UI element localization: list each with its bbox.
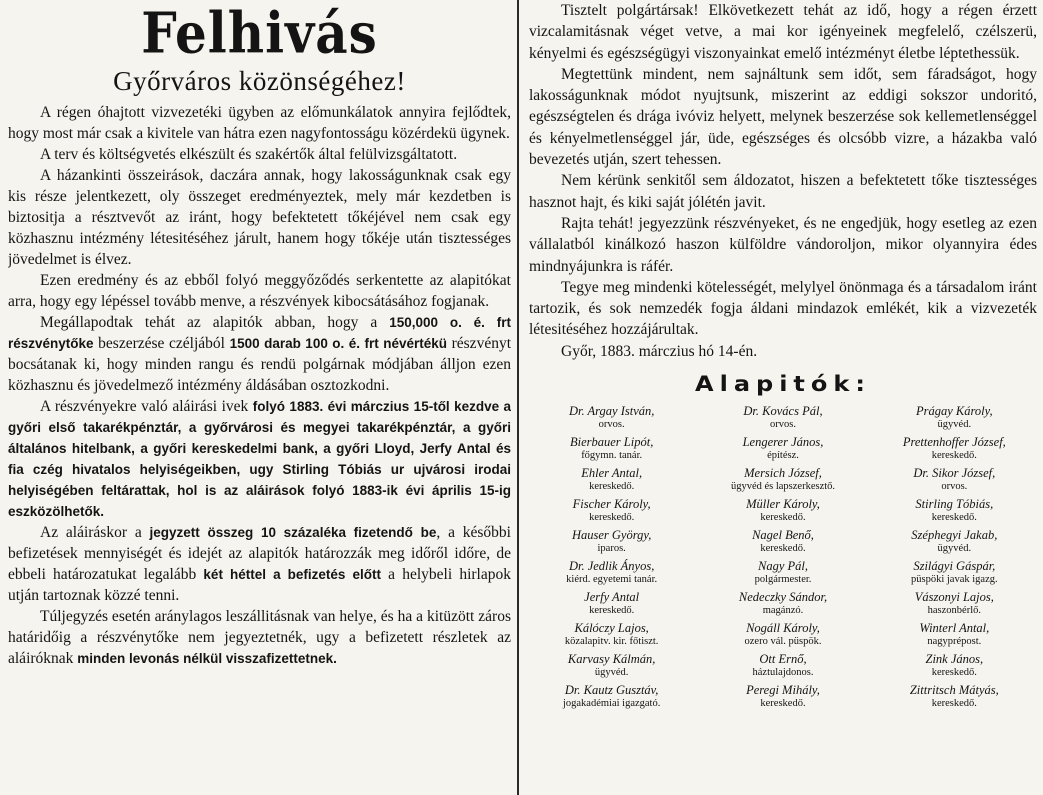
founder-entry <box>872 435 1037 462</box>
text-run: a helybeli hirlapok utján tartoznak közzé tenni. <box>8 566 511 604</box>
paragraph: A régen óhajtott vizvezetéki ügyben az előmunkálatok annyira fejlődtek, hogy most már csak a kivitele van hátra ezen nagyfontosságu közérdekü ügynek. <box>8 104 511 142</box>
founder-title: háztulajdonos. <box>752 667 814 679</box>
founder-name: Dr. Sikor József, <box>913 466 996 481</box>
founder-name: Nedeczky Sándor, <box>738 590 828 605</box>
founder-entry <box>700 621 865 648</box>
founder-title: kereskedő. <box>589 512 635 524</box>
founder-entry <box>872 404 1037 431</box>
founder-entry <box>872 497 1037 524</box>
founder-entry <box>700 652 865 679</box>
founder-name: Winterl Antal, <box>919 621 990 636</box>
text-run: A részvényekre való aláirási ivek <box>40 398 253 415</box>
founder-entry <box>700 466 865 493</box>
founder-title: ozero vál. püspök. <box>744 636 822 648</box>
right-column <box>529 0 1037 795</box>
founder-entry <box>700 435 865 462</box>
founder-name: Ott Ernő, <box>759 652 807 667</box>
founder-title: kereskedő. <box>760 543 806 555</box>
founder-entry <box>872 590 1037 617</box>
founder-entry <box>872 621 1037 648</box>
founder-title: építész. <box>767 450 799 462</box>
paragraph-oversubscription <box>8 606 511 669</box>
founder-title: főgymn. tanár. <box>581 450 643 462</box>
founder-name: Bierbauer Lipót, <box>569 435 654 450</box>
paragraph: Nem kérünk senkitől sem áldozatot, hiszen a befektetett tőke tisztességes hasznot hajt, és kiki saját jólétén javit. <box>529 172 1037 211</box>
founder-entry <box>872 466 1037 493</box>
founder-name: Dr. Argay István, <box>568 404 655 419</box>
text-run: Túljegyzés esetén aránylagos leszállitásnak van helye, és ha a kitüzött záros határidőig a részvénytőke nem jegyeztetnék, ugy a befizetett részletek az aláiróknak <box>8 608 511 667</box>
founder-entry <box>529 466 694 493</box>
text-run: beszerzése czéljából <box>93 335 230 352</box>
founder-name: Zittritsch Mátyás, <box>909 683 999 698</box>
signoff: Győr, 1883. márczius hó 14-én. <box>561 342 758 360</box>
founder-entry <box>872 528 1037 555</box>
founder-title: orvos. <box>770 419 796 431</box>
founder-title: püspöki javak igazg. <box>911 574 998 586</box>
paragraph: A házankinti összeirások, daczára annak, hogy lakosságunknak csak egy kis része jelentkezett, oly összeget eredményeztek, mely már kezdetben is biztositja a résztvevőt az iránt, hogy befektetett tőkéjével nem csak egy közhasznu intézmény létesitéséhez járult, hanem hogy tőkéje után tisztességes jövedelmet is élvez. <box>8 167 511 268</box>
founder-name: Hauser György, <box>571 528 652 543</box>
bold-run: 1500 darab 100 o. é. frt névértékü <box>229 336 448 351</box>
founder-entry <box>529 404 694 431</box>
founder-name: Peregi Mihály, <box>746 683 820 698</box>
founder-entry <box>700 590 865 617</box>
founder-name: Zink János, <box>925 652 984 667</box>
founder-entry <box>529 559 694 586</box>
headline: Felhivás <box>141 0 378 66</box>
founder-title: kereskedő. <box>931 512 977 524</box>
founder-name: Ehler Antal, <box>581 466 643 481</box>
founder-entry <box>529 435 694 462</box>
paragraph-subscription <box>8 396 511 522</box>
text-run: Az aláiráskor a <box>40 524 150 541</box>
founder-entry <box>872 683 1037 710</box>
founder-title: kereskedő. <box>760 512 806 524</box>
text-run: , a későbbi befizetések mennyiségét és idejét az alapitók határozzák meg időről időre, de ebbeli határozatukat legalább <box>8 524 511 583</box>
founder-title: orvos. <box>598 419 625 431</box>
founders-list <box>529 404 1037 714</box>
founder-title: kereskedő. <box>931 698 977 710</box>
founder-title: ügyvéd. <box>937 419 972 431</box>
founder-title: kereskedő. <box>760 698 806 710</box>
bold-run: 150,000 o. é. frt részvénytőke <box>8 315 511 351</box>
founder-name: Nogáll Károly, <box>746 621 820 636</box>
founder-name: Vászonyi Lajos, <box>914 590 994 605</box>
founder-title: iparos. <box>597 543 626 555</box>
founder-title: polgármester. <box>754 574 812 586</box>
founder-title: kiérd. egyetemi tanár. <box>566 574 658 586</box>
founder-name: Lengerer János, <box>742 435 824 450</box>
paragraph: Tisztelt polgártársak! Elkövetkezett tehát az idő, hogy a régen érzett vizcalamitásnak véget vetve, a mai kor igényeinek megfelelő, czélszerü, kényelmi és egészségügyi viszonyainkat emelő intézményt életbe léptethessük. <box>529 2 1037 62</box>
founder-entry <box>700 559 865 586</box>
founder-name: Kálóczy Lajos, <box>574 621 649 636</box>
founder-name: Jerfy Antal <box>584 590 640 605</box>
founder-entry <box>529 621 694 648</box>
paragraph: Tegye meg mindenki kötelességét, melylyel önönmaga és a társadalom iránt tartozik, és sok nemzedék fogja áldani mindazok emlékét, kik a vizvezeték létesitéséhez hozzájárultak. <box>529 278 1037 339</box>
founder-entry <box>872 559 1037 586</box>
founder-entry <box>700 404 865 431</box>
founder-title: közalapitv. kir. főtiszt. <box>564 636 659 648</box>
founder-name: Dr. Kautz Gusztáv, <box>564 683 659 698</box>
founder-title: kereskedő. <box>931 667 977 679</box>
founder-name: Prágay Károly, <box>916 404 993 419</box>
founders-column <box>529 404 694 714</box>
bold-run: jegyzett összeg 10 százaléka fizetendő be <box>149 525 437 540</box>
text-run: részvényt bocsátanak ki, hogy minden rangu és rendü polgárnak módjában álljon ezen közhasznu és jövedelmező intézmény áldásában osztozkodni. <box>8 335 511 394</box>
founder-title: kereskedő. <box>589 481 635 493</box>
founder-name: Nagel Benő, <box>752 528 814 543</box>
left-column <box>8 0 511 795</box>
founder-name: Szilágyi Gáspár, <box>913 559 996 574</box>
founder-name: Dr. Kovács Pál, <box>743 404 823 419</box>
founders-title: Alapitók: <box>695 371 871 397</box>
subheadline: Győrváros közönségéhez! <box>113 66 406 96</box>
paragraph-share-capital <box>8 312 511 396</box>
founder-title: ügyvéd. <box>594 667 629 679</box>
paragraph: Ezen eredmény és az ebből folyó meggyőződés serkentette az alapitókat arra, hogy egy lépéssel tovább menve, a részvények kibocsátásához fogjanak. <box>8 272 511 310</box>
right-text <box>529 0 1037 362</box>
founder-title: orvos. <box>941 481 968 493</box>
founder-entry <box>529 652 694 679</box>
founder-name: Prettenhoffer József, <box>902 435 1006 450</box>
founder-name: Fischer Károly, <box>572 497 651 512</box>
paragraph: A terv és költségvetés elkészült és szakértők által felülvizsgáltatott. <box>40 146 458 163</box>
founder-entry <box>700 497 865 524</box>
founder-entry <box>529 683 694 710</box>
bold-run: folyó 1883. évi márczius 15-től kezdve a győri első takarékpénztár, a győrvárosi és megyei takarékpénztár, a győri általános hitelbank, a győri kereskedelmi bank, a győri Lloyd, Jerfy Antal és fia czég hivatalos helyiségeikben, ugy Stirling Tóbiás ur ujvárosi irodai helyiségében feltárattak, hol is az aláirások folyó 1883-ik évi április 15-ig eszközölhetők. <box>8 399 511 519</box>
founder-title: ügyvéd és lapszerkesztő. <box>730 481 836 493</box>
founder-name: Nagy Pál, <box>757 559 808 574</box>
founder-title: kereskedő. <box>589 605 635 617</box>
founder-title: jogakadémiai igazgató. <box>562 698 661 710</box>
founder-name: Stirling Tóbiás, <box>915 497 994 512</box>
bold-run: két héttel a befizetés előtt <box>203 567 381 582</box>
founder-name: Karvasy Kálmán, <box>567 652 656 667</box>
text-run: Megállapodtak tehát az alapitók abban, hogy a <box>40 314 390 331</box>
founder-name: Dr. Jedlik Ányos, <box>568 559 655 574</box>
founders-column <box>872 404 1037 714</box>
founder-entry <box>529 590 694 617</box>
founders-column <box>700 404 865 714</box>
paragraph: Megtettünk mindent, nem sajnáltunk sem időt, sem fáradságot, hogy lakosságunknak módot nyujtsunk, miszerint az eddigi sokszor undoritó, egészségtelen és drága ivóviz helyett, melynek beszerzése sok kellemetlenséggel és kényelmetlenséggel jár, üde, egészséges és olcsóbb vizre, a házakba való bevezetés utján, szert tehessen. <box>529 65 1037 169</box>
founder-entry <box>700 528 865 555</box>
bold-run: minden levonás nélkül visszafizettetnek. <box>77 651 337 666</box>
founder-title: kereskedő. <box>931 450 977 462</box>
founder-title: haszonbérlő. <box>927 605 981 617</box>
founder-name: Széphegyi Jakab, <box>911 528 998 543</box>
founder-entry <box>529 528 694 555</box>
founder-name: Müller Károly, <box>746 497 820 512</box>
founder-entry <box>529 497 694 524</box>
paragraph-payment <box>8 522 511 606</box>
founder-title: magánzó. <box>762 605 804 617</box>
paragraph: Rajta tehát! jegyezzünk részvényeket, és ne engedjük, hogy esetleg az ezen vállalatból kinálkozó haszon külföldre vándoroljon, mikor olyannyira édes mindnyájunkra is ráfér. <box>529 214 1037 275</box>
founder-title: ügyvéd. <box>937 543 972 555</box>
founder-entry <box>872 652 1037 679</box>
founder-name: Mersich József, <box>744 466 822 481</box>
founder-entry <box>700 683 865 710</box>
column-divider <box>517 0 519 795</box>
founder-title: nagyprépost. <box>927 636 982 648</box>
